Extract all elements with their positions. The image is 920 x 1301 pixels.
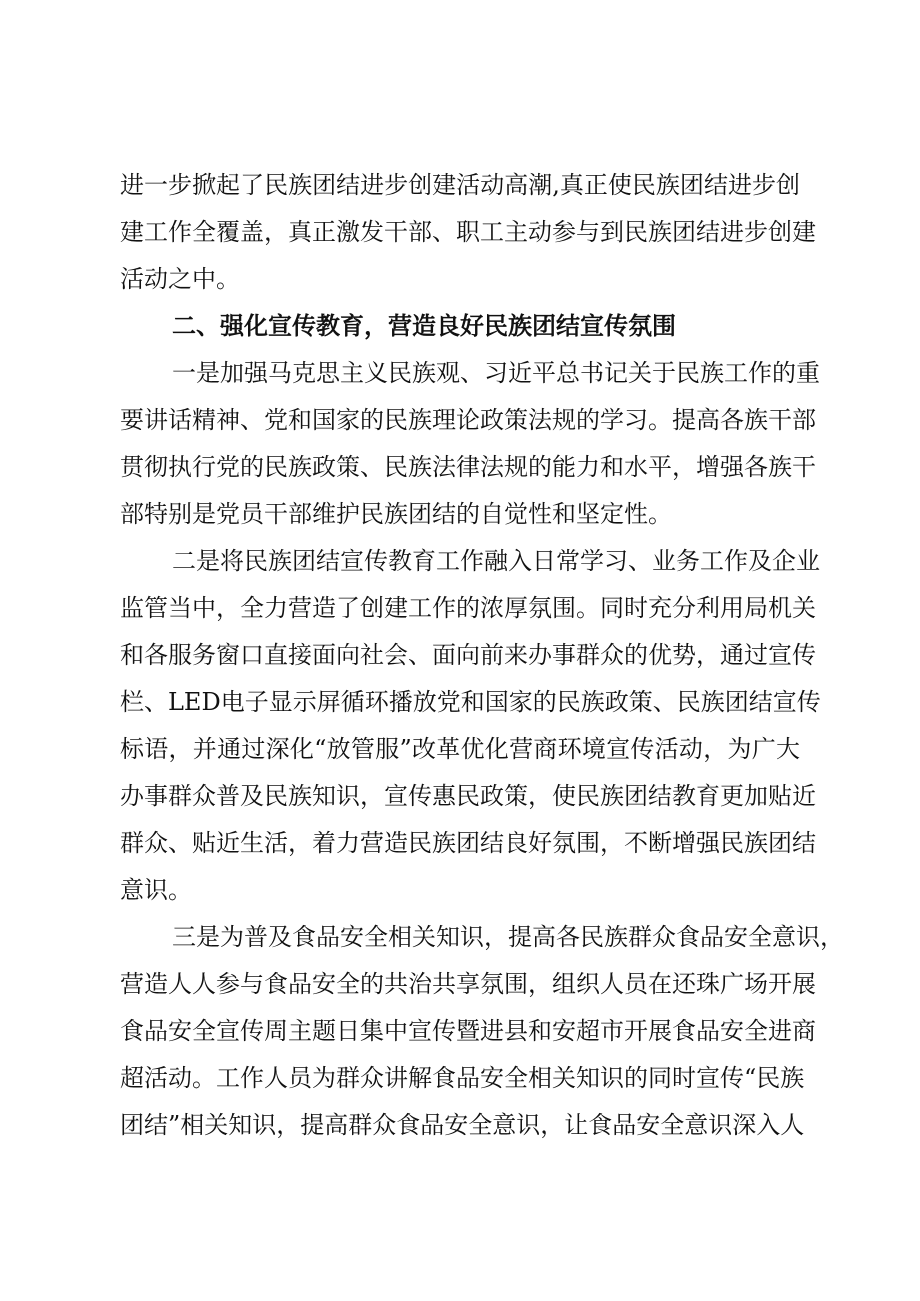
paragraph-4-line-4: 超活动。工作人员为群众讲解食品安全相关知识的同时宣传“民族 xyxy=(120,1064,805,1092)
paragraph-4-line-2: 营造人人参与食品安全的共治共享氛围，组织人员在还珠广场开展 xyxy=(120,970,816,998)
paragraph-3-line-5: 标语，并通过深化“放管服”改革优化营商环境宣传活动，为广大 xyxy=(120,735,800,763)
paragraph-2-line-3: 贯彻执行党的民族政策、民族法律法规的能力和水平，增强各族干 xyxy=(120,453,816,481)
paragraph-1-line-3: 活动之中。 xyxy=(120,265,240,293)
paragraph-3-line-6: 办事群众普及民族知识，宣传惠民政策，使民族团结教育更加贴近 xyxy=(120,782,816,810)
paragraph-3-line-7: 群众、贴近生活，着力营造民族团结良好氛围，不断增强民族团结 xyxy=(120,829,816,857)
paragraph-3-line-2: 监管当中，全力营造了创建工作的浓厚氛围。同时充分利用局机关 xyxy=(120,594,816,622)
paragraph-2-line-4: 部特别是党员干部维护民族团结的自觉性和坚定性。 xyxy=(120,500,672,528)
paragraph-4-line-5: 团结”相关知识，提高群众食品安全意识，让食品安全意识深入人 xyxy=(120,1111,805,1139)
paragraph-3-line-1: 二是将民族团结宣传教育工作融入日常学习、业务工作及企业 xyxy=(172,547,820,575)
paragraph-2-line-1: 一是加强马克思主义民族观、习近平总书记关于民族工作的重 xyxy=(172,359,820,387)
paragraph-4-line-3: 食品安全宣传周主题日集中宣传暨进县和安超市开展食品安全进商 xyxy=(120,1017,816,1045)
paragraph-4-line-1: 三是为普及食品安全相关知识，提高各民族群众食品安全意识， xyxy=(172,923,844,951)
paragraph-1-line-2: 建工作全覆盖，真正激发干部、职工主动参与到民族团结进步创建 xyxy=(120,218,816,246)
paragraph-2-line-2: 要讲话精神、党和国家的民族理论政策法规的学习。提高各族干部 xyxy=(120,406,816,434)
section-heading: 二、强化宣传教育，营造良好民族团结宣传氛围 xyxy=(172,312,676,340)
paragraph-3-line-8: 意识。 xyxy=(120,876,192,904)
paragraph-3-line-4: 栏、LED电子显示屏循环播放党和国家的民族政策、民族团结宣传 xyxy=(120,688,821,716)
paragraph-3-line-3: 和各服务窗口直接面向社会、面向前来办事群众的优势，通过宣传 xyxy=(120,641,816,669)
paragraph-1-line-1: 进一步掀起了民族团结进步创建活动高潮,真正使民族团结进步创 xyxy=(120,171,800,199)
